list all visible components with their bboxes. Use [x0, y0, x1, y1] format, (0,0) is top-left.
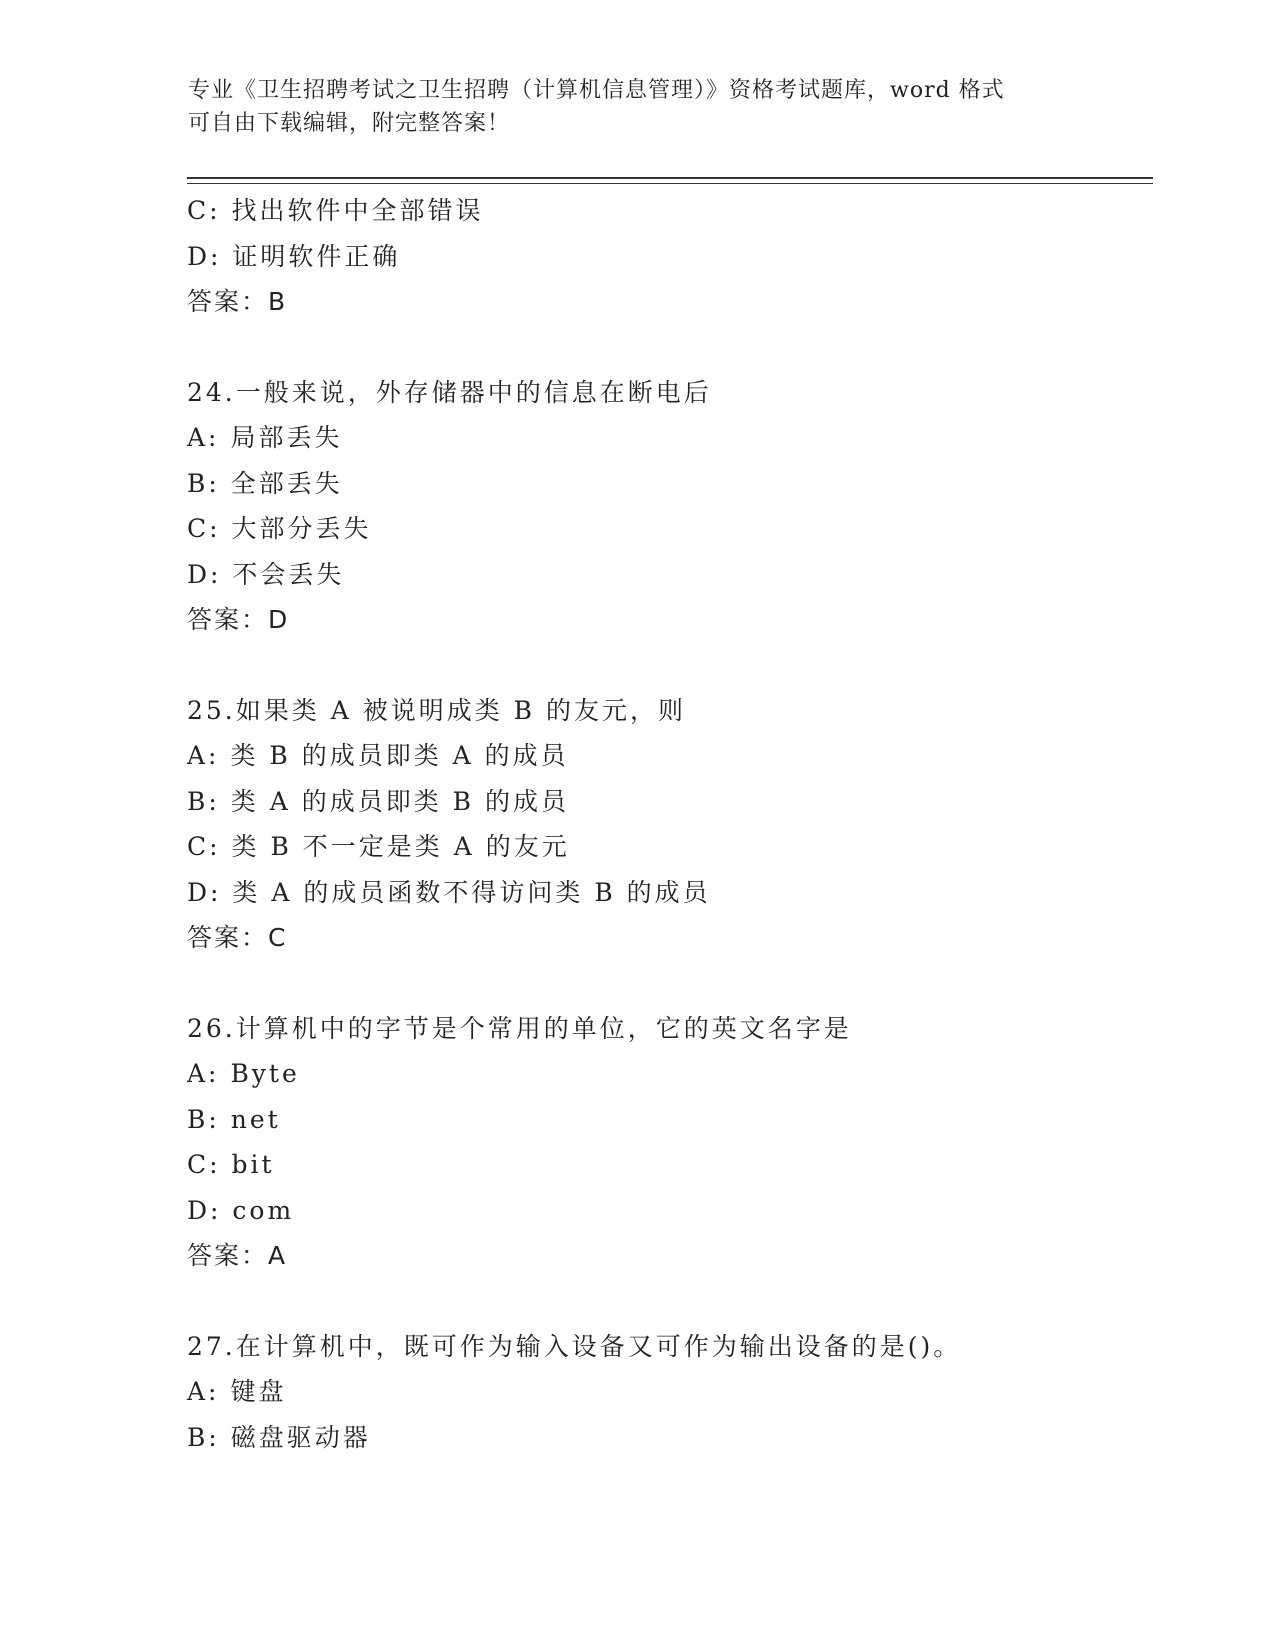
option-label: D: — [187, 1195, 222, 1225]
option-text: 证明软件正确 — [232, 241, 401, 271]
option-text: 类 A 的成员即类 B 的成员 — [230, 786, 569, 816]
answer-line: 答案：A — [187, 1241, 288, 1270]
question-stem: 25.如果类 A 被说明成类 B 的友元，则 — [187, 695, 686, 725]
option-label: A: — [187, 1059, 220, 1088]
option-text: 类 B 不一定是类 A 的友元 — [231, 832, 570, 861]
option-label: B: — [187, 1104, 220, 1134]
option-text: 全部丢失 — [230, 468, 343, 498]
option-label: C: — [187, 196, 221, 225]
document-header — [188, 74, 1088, 140]
question-stem: 24.一般来说，外存储器中的信息在断电后 — [187, 377, 712, 407]
option-line — [187, 1097, 1147, 1143]
option-line — [187, 870, 1147, 916]
option-line — [187, 779, 1147, 825]
option-line — [187, 415, 1147, 461]
header-divider-thick — [187, 177, 1153, 179]
option-label: C: — [187, 514, 221, 543]
option-label: C: — [187, 1150, 221, 1179]
option-line — [187, 1142, 1147, 1188]
option-label: B: — [187, 468, 220, 498]
question-stem: 27.在计算机中，既可作为输入设备又可作为输出设备的是()。 — [187, 1331, 962, 1361]
option-text: Byte — [230, 1059, 300, 1088]
option-text: com — [232, 1195, 295, 1225]
option-line — [187, 506, 1147, 552]
option-label: D: — [187, 559, 222, 589]
header-line-2: 可自由下载编辑，附完整答案！ — [188, 111, 511, 136]
option-line — [187, 234, 1147, 280]
question-list — [187, 188, 1147, 1460]
option-text: 局部丢失 — [230, 423, 343, 452]
option-text: 不会丢失 — [232, 559, 345, 589]
option-text: bit — [231, 1150, 275, 1179]
option-line — [187, 188, 1147, 234]
option-text: 类 A 的成员函数不得访问类 B 的成员 — [232, 877, 711, 907]
option-text: net — [230, 1104, 281, 1134]
option-label: A: — [187, 423, 220, 452]
option-label: A: — [187, 1377, 220, 1406]
option-line — [187, 824, 1147, 870]
option-line — [187, 552, 1147, 598]
option-label: C: — [187, 832, 221, 861]
option-line — [187, 1188, 1147, 1234]
option-line — [187, 461, 1147, 507]
option-text: 大部分丢失 — [231, 514, 372, 543]
option-label: D: — [187, 877, 222, 907]
answer-line: 答案：C — [187, 923, 288, 952]
option-label: D: — [187, 241, 222, 271]
answer-line: 答案：B — [187, 287, 288, 316]
option-line — [187, 733, 1147, 779]
option-text: 磁盘驱动器 — [230, 1422, 371, 1452]
option-line — [187, 1415, 1147, 1461]
option-line — [187, 1369, 1147, 1415]
header-divider-thin — [187, 183, 1153, 184]
question-stem: 26.计算机中的字节是个常用的单位，它的英文名字是 — [187, 1013, 852, 1043]
option-label: A: — [187, 741, 220, 770]
option-text: 键盘 — [230, 1377, 287, 1406]
option-text: 类 B 的成员即类 A 的成员 — [230, 741, 569, 770]
option-line — [187, 1051, 1147, 1097]
option-text: 找出软件中全部错误 — [231, 196, 484, 225]
answer-line: 答案：D — [187, 605, 290, 634]
option-label: B: — [187, 786, 220, 816]
header-line-1: 专业《卫生招聘考试之卫生招聘（计算机信息管理）》资格考试题库，word 格式 — [188, 78, 1005, 103]
option-label: B: — [187, 1422, 220, 1452]
